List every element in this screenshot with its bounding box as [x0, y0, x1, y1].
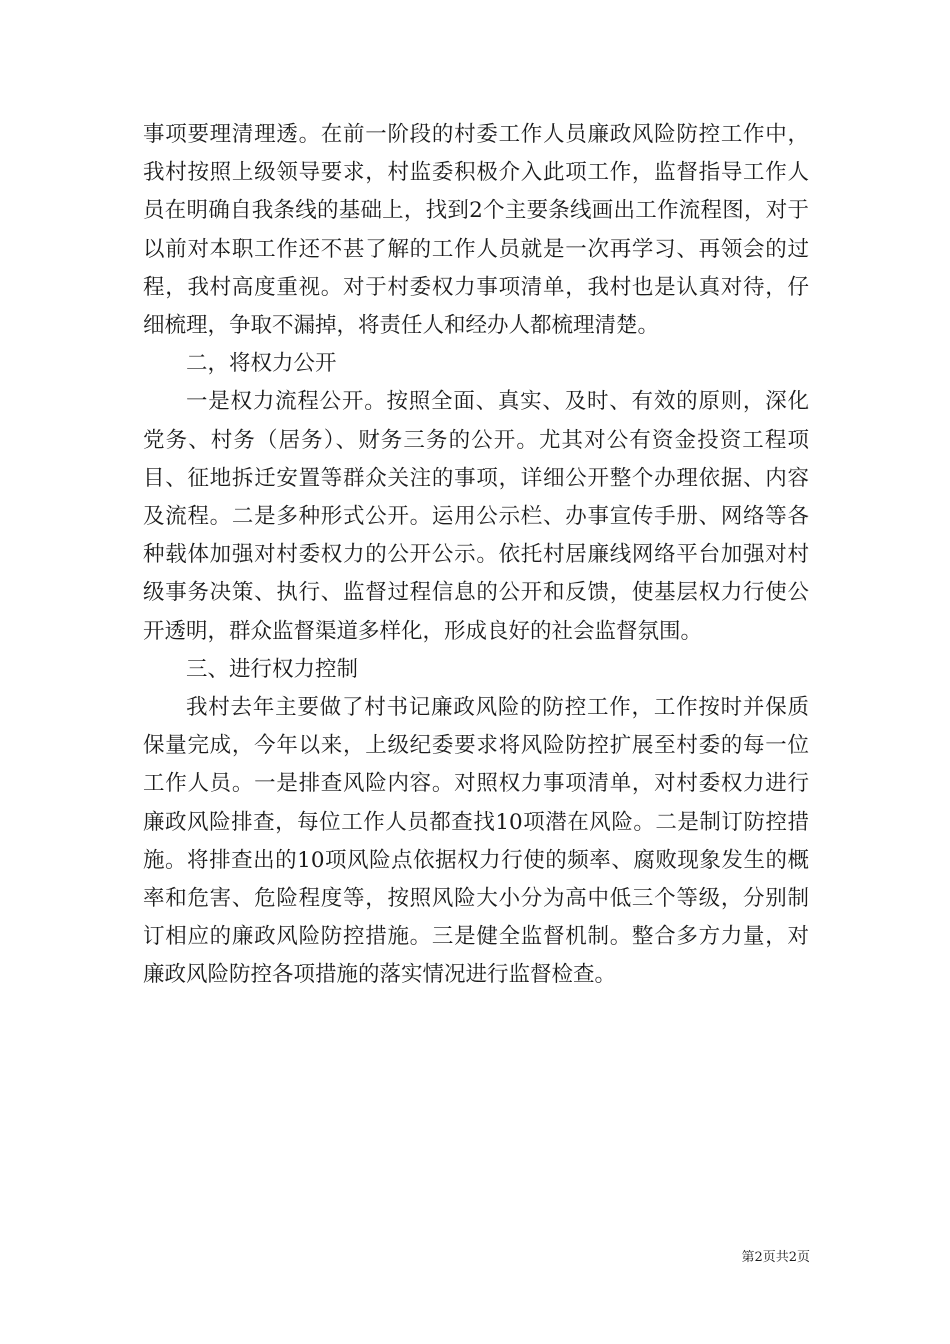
document-body — [143, 116, 809, 995]
paragraph-continuation: 事项要理清理透。在前一阶段的村委工作人员廉政风险防控工作中，我村按照上级领导要求，村监委积极介入此项工作，监督指导工作人员在明确自我条线的基础上，找到2个主要条线画出工作流程图，对于以前对本职工作还不甚了解的工作人员就是一次再学习、再领会的过程，我村高度重视。对于村委权力事项清单，我村也是认真对待，仔细梳理，争取不漏掉，将责任人和经办人都梳理清楚。 — [143, 122, 809, 339]
section-heading-2: 二，将权力公开 — [186, 351, 337, 377]
paragraph-power-control: 我村去年主要做了村书记廉政风险的防控工作，工作按时并保质保量完成，今年以来，上级纪委要求将风险防控扩展至村委的每一位工作人员。一是排查风险内容。对照权力事项清单，对村委权力进行廉政风险排查，每位工作人员都查找10项潜在风险。二是制订防控措施。将排查出的10项风险点依据权力行使的频率、腐败现象发生的概率和危害、危险程度等，按照风险大小分为高中低三个等级，分别制订相应的廉政风险防控措施。三是健全监督机制。整合多方力量，对廉政风险防控各项措施的落实情况进行监督检查。 — [143, 695, 809, 988]
paragraph-power-disclosure: 一是权力流程公开。按照全面、真实、及时、有效的原则，深化党务、村务（居务）、财务三务的公开。尤其对公有资金投资工程项目、征地拆迁安置等群众关注的事项，详细公开整个办理依据、内容及流程。二是多种形式公开。运用公示栏、办事宣传手册、网络等各种载体加强对村委权力的公开公示。依托村居廉线网络平台加强对村级事务决策、执行、监督过程信息的公开和反馈，使基层权力行使公开透明，群众监督渠道多样化，形成良好的社会监督氛围。 — [143, 389, 809, 644]
page-number-footer: 第2页共2页 — [741, 1250, 810, 1265]
section-heading-3: 三、进行权力控制 — [186, 656, 359, 682]
